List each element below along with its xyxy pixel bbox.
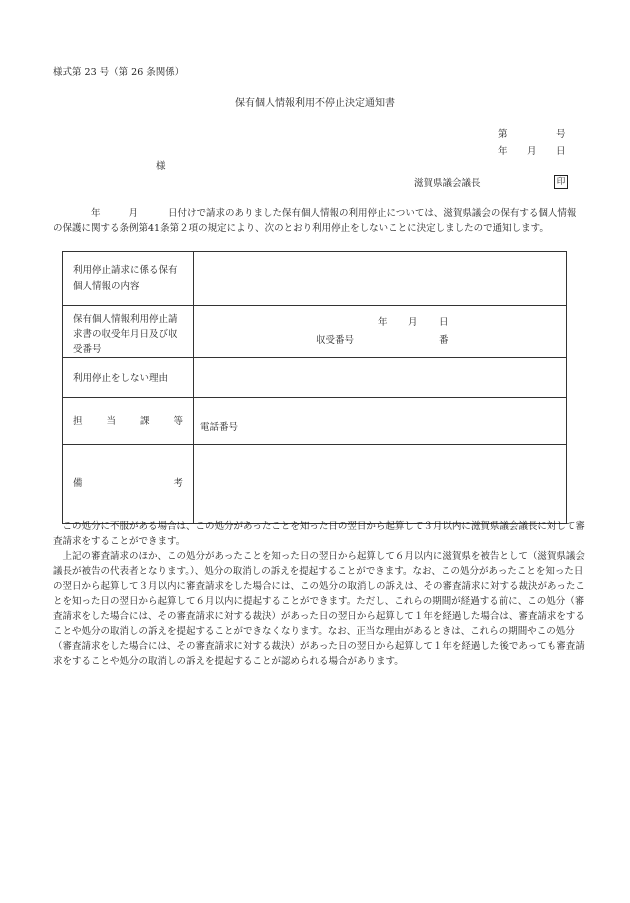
remarks-char: 備 — [73, 478, 83, 489]
department-char: 等 — [173, 416, 183, 427]
table-row — [63, 252, 567, 306]
date-year-label: 年 — [498, 146, 508, 157]
notes-paragraph-2: 上記の審査請求のほか、この処分があったことを知った日の翌日から起算して６月以内に滋賀県を被告として（滋賀県議会議長が被告の代表者となります。）、処分の取消しの訴えを提起することができます。なお、この処分があったことを知った日の翌日から起算して３月以内に審査請求をした場合には、この処分の取消しの訴えは、その審査請求に対する裁決があったことを知った日の翌日から起算して６月以内に提起することができます。ただし、これらの期間が経過する前に、この処分（審査請求をした場合には、その審査請求に対する裁決）があった日の翌日から起算して１年を経過した場合は、審査請求をすることや処分の取消しの訴えを提起することができなくなります。なお、正当な理由があるときは、これらの期間やこの処分（審査請求をした場合には、その審査請求に対する裁決）があった日の翌日から起算して１年を経過した後であっても審査請求をすることや処分の取消しの訴えを提起することが認められる場合があります。 — [53, 551, 585, 667]
intro-year: 年 — [91, 208, 101, 219]
reason-value[interactable] — [194, 358, 567, 398]
receipt-month: 月 — [408, 317, 418, 328]
department-char: 課 — [139, 416, 150, 427]
department-value[interactable] — [194, 398, 567, 445]
department-char: 当 — [106, 416, 116, 427]
intro-text: 日付けで請求のありました保有個人情報の利用停止については、滋賀県議会の保有する個人情報の保護に関する条例第41条第２項の規定により、次のとおり利用停止をしないことに決定しましたので通知します。 — [53, 208, 577, 234]
remarks-value[interactable] — [194, 445, 567, 524]
sender-name: 滋賀県議会議長 — [414, 178, 481, 189]
receipt-number-label: 収受番号 — [316, 335, 355, 346]
document-title: 保有個人情報利用不停止決定通知書 — [235, 98, 395, 109]
content-value[interactable] — [194, 252, 567, 306]
table-row — [63, 306, 567, 358]
content-label: 利用停止請求に係る保有個人情報の内容 — [63, 252, 194, 306]
notes-section — [53, 519, 586, 669]
seal-mark: 印 — [554, 175, 568, 189]
department-char: 担 — [73, 416, 83, 427]
receipt-day: 日 — [439, 317, 449, 328]
number-label: 第 — [498, 129, 508, 140]
table-row — [63, 398, 567, 445]
remarks-label — [63, 445, 194, 524]
date-day-label: 日 — [556, 146, 566, 157]
table-row — [63, 445, 567, 524]
date-month-label: 月 — [527, 146, 537, 157]
table-row — [63, 358, 567, 398]
receipt-number-suffix: 番 — [439, 335, 449, 346]
department-label — [63, 398, 194, 445]
receipt-date-label: 保有個人情報利用停止請求書の収受年月日及び収受番号 — [63, 306, 194, 358]
reason-label: 利用停止をしない理由 — [63, 358, 194, 398]
number-suffix: 号 — [556, 129, 566, 140]
phone-label: 電話番号 — [200, 422, 239, 433]
intro-month: 月 — [128, 208, 139, 219]
intro-paragraph — [53, 206, 583, 236]
form-number: 様式第 23 号（第 26 条関係） — [53, 67, 185, 78]
receipt-year: 年 — [378, 317, 388, 328]
notes-paragraph-1: この処分に不服がある場合は、この処分があったことを知った日の翌日から起算して３月以内に滋賀県議会議長に対して審査請求をすることができます。 — [53, 521, 585, 547]
receipt-date-value[interactable] — [194, 306, 567, 358]
addressee-suffix: 様 — [156, 161, 166, 172]
info-table — [62, 251, 567, 524]
remarks-char: 考 — [173, 478, 183, 489]
